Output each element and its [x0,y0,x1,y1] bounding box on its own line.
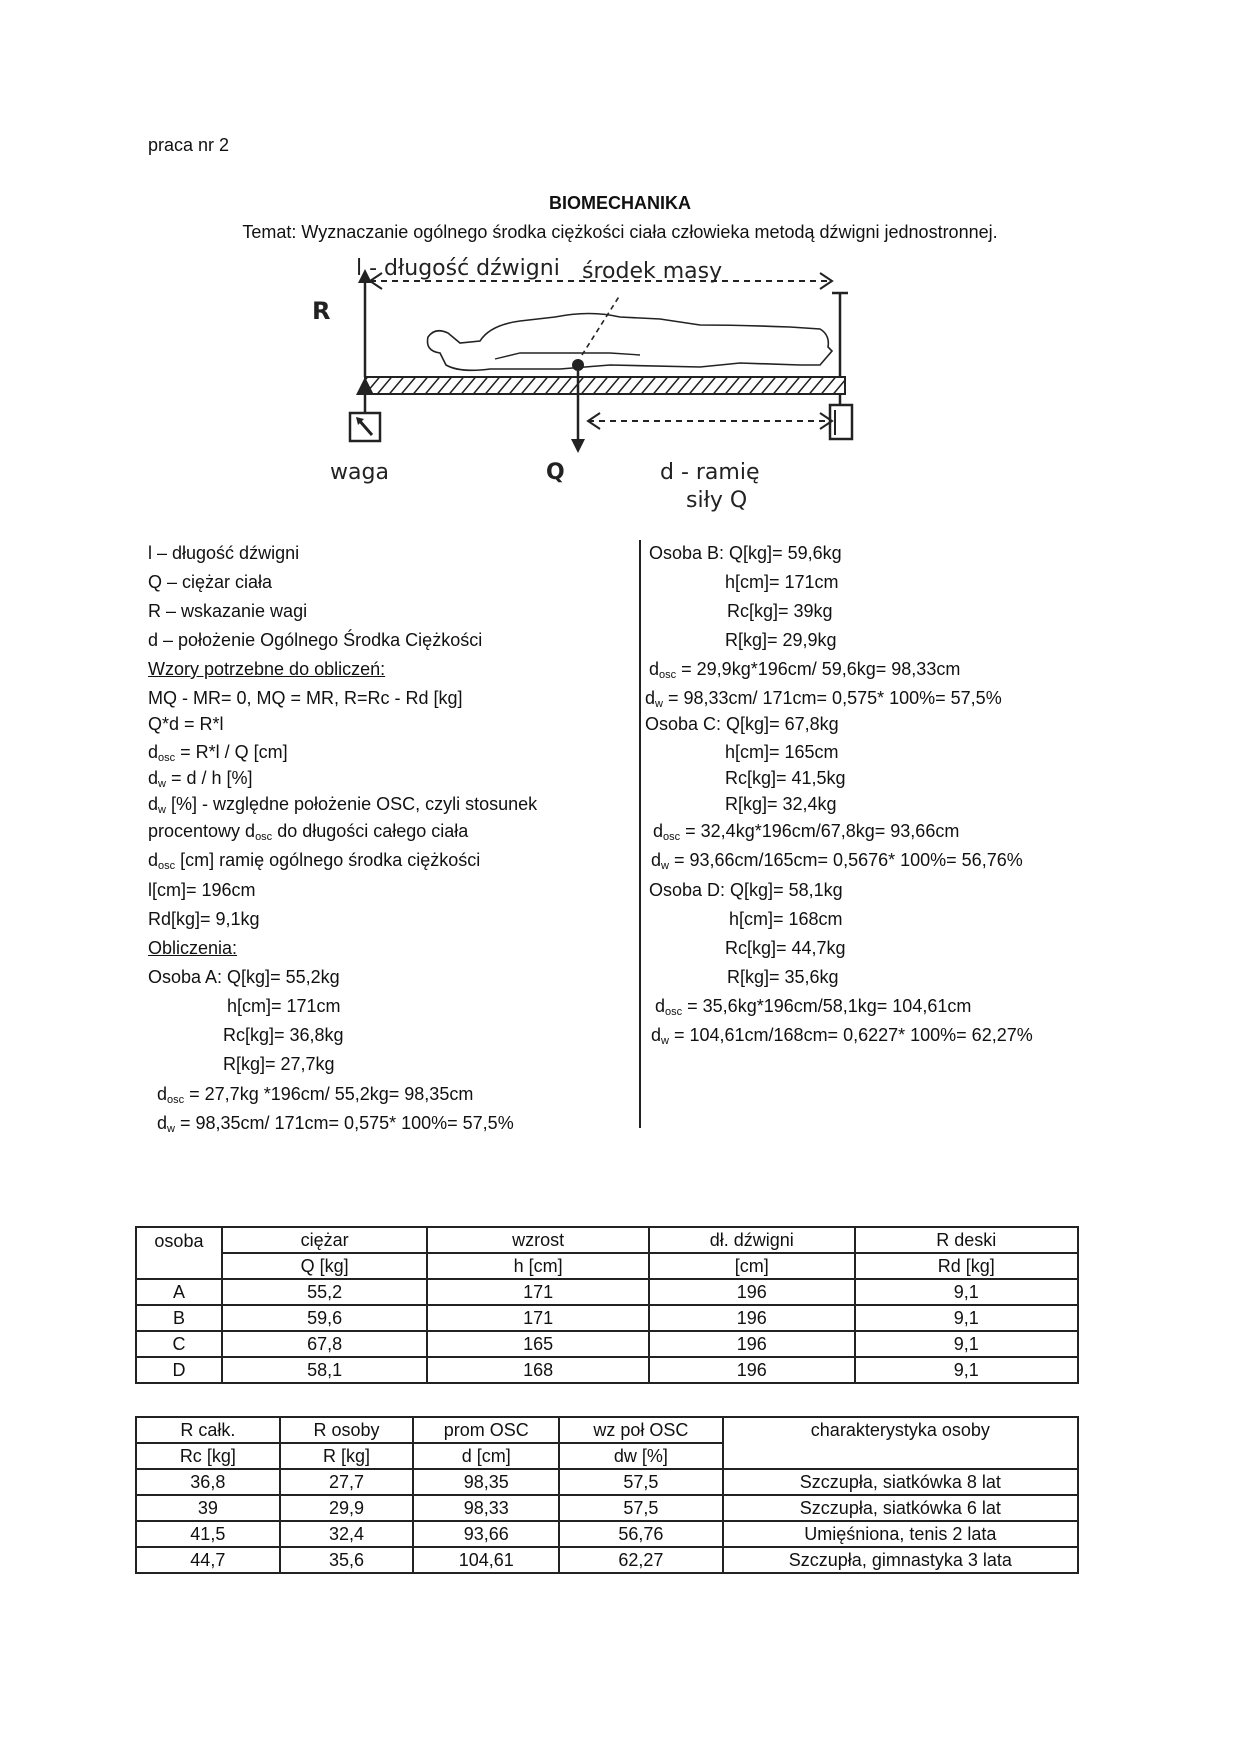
page-header-label: praca nr 2 [148,135,230,155]
table-cell: 56,76 [559,1521,723,1547]
table-cell: 9,1 [855,1331,1079,1357]
table-header-cell: R deski [855,1227,1079,1253]
table-header-cell: d [cm] [413,1443,559,1469]
lever-length-value: l[cm]= 196cm [148,880,256,900]
table-cell: 98,33 [413,1495,559,1521]
person-c-rc: Rc[kg]= 41,5kg [725,768,846,788]
table-cell: 57,5 [559,1469,723,1495]
formula-dw-desc-cont: procentowy $d_{osc}$ do długości całego ciała [148,821,469,843]
calculations-heading: Obliczenia: [148,938,238,958]
def-scale-reading: R – wskazanie wagi [148,601,308,621]
table-cell: 168 [427,1357,649,1383]
table-header-cell: dł. dźwigni [649,1227,855,1253]
mass-center-point [572,359,584,371]
table-header-row [136,1253,1078,1279]
person-a-dw: $d_w = 98,35cm/$ 171cm= 0,575* 100%= 57,5% [157,1113,514,1135]
person-a-r: R[kg]= 27,7kg [223,1054,335,1074]
measurements-table [135,1226,1079,1384]
person-c-height: h[cm]= 165cm [725,742,839,762]
q-label: Q [546,460,565,485]
person-a-rc: Rc[kg]= 36,8kg [223,1025,344,1045]
formula-dw: $d_w = d / h$ [%] [148,768,253,790]
arm-label-line1: d - ramię [660,460,760,485]
table-row [136,1547,1078,1573]
body-outline [428,314,833,371]
table-cell: 36,8 [136,1469,280,1495]
table-row [136,1305,1078,1331]
table-cell: 196 [649,1357,855,1383]
table-cell: 104,61 [413,1547,559,1573]
table-row [136,1331,1078,1357]
table-cell: Umięśniona, tenis 2 lata [723,1521,1078,1547]
person-b-dw: $d_w = 98,33cm/$ 171cm= 0,575* 100%= 57,5% [645,688,1002,710]
table-header-cell: Rd [kg] [855,1253,1079,1279]
table-header-cell: Rc [kg] [136,1443,280,1469]
document-title: BIOMECHANIKA [549,193,691,213]
table-cell: 171 [427,1305,649,1331]
person-c-dosc: $d_{osc} = 32,4kg*196cm/67,8kg= 93,66cm$ [653,821,960,843]
formula-moments: MQ - MR= 0, MQ = MR, R=Rc - Rd [kg] [148,688,463,708]
r-label: R [312,297,331,325]
table-cell: 98,35 [413,1469,559,1495]
table-row [136,1469,1078,1495]
person-a-dosc: $d_{osc} = 27,7kg$ *196cm/ 55,2kg= 98,35cm [157,1084,474,1106]
person-b-r: R[kg]= 29,9kg [725,630,837,650]
table-cell: 9,1 [855,1357,1079,1383]
table-cell: 165 [427,1331,649,1357]
column-divider [639,540,641,1128]
table-cell: 67,8 [222,1331,428,1357]
table-cell: 59,6 [222,1305,428,1331]
person-c-r: R[kg]= 32,4kg [725,794,837,814]
table-cell: 9,1 [855,1305,1079,1331]
table-cell: 39 [136,1495,280,1521]
table-cell: Szczupła, gimnastyka 3 lata [723,1547,1078,1573]
board-weight-value: Rd[kg]= 9,1kg [148,909,260,929]
table-header-row [136,1443,1078,1469]
person-b-rc: Rc[kg]= 39kg [727,601,833,621]
scale-label: waga [330,460,389,485]
person-a-height: h[cm]= 171cm [227,996,341,1016]
person-d-rc: Rc[kg]= 44,7kg [725,938,846,958]
table-header-cell: wzrost [427,1227,649,1253]
formula-dosc: $d_{osc} = R*l / Q$ [cm] [148,742,288,764]
table-cell: 29,9 [280,1495,414,1521]
def-body-weight: Q – ciężar ciała [148,572,273,592]
person-c-weight: Osoba C: Q[kg]= 67,8kg [645,714,839,734]
document-subtitle: Temat: Wyznaczanie ogólnego środka ciężkości ciała człowieka metodą dźwigni jednostronnej. [242,222,998,242]
person-b-dosc: $d_{osc} = 29,9kg*196cm/$ 59,6kg= 98,33cm [649,659,961,681]
formula-dosc-desc: $d_{osc}$ [cm] ramię ogólnego środka ciężkości [148,850,481,872]
table-cell: 58,1 [222,1357,428,1383]
table-header-cell: [cm] [649,1253,855,1279]
def-lever-length: l – długość dźwigni [148,543,300,563]
table-row [136,1495,1078,1521]
person-d-dw: $d_w = 104,61cm/168cm= 0,6227*$ 100%= 62,27% [651,1025,1033,1047]
table-row [136,1279,1078,1305]
table-header-cell: ciężar [222,1227,428,1253]
table-cell: Szczupła, siatkówka 6 lat [723,1495,1078,1521]
table-header-row [136,1227,1078,1253]
table-header-row [136,1417,1078,1443]
formula-balance: Q*d = R*l [148,714,224,734]
table-header-cell: Q [kg] [222,1253,428,1279]
table-cell: 196 [649,1279,855,1305]
table-cell: Szczupła, siatkówka 8 lat [723,1469,1078,1495]
table-cell: B [136,1305,222,1331]
lever-diagram [312,255,880,525]
arm-label-line2: siły Q [686,488,748,513]
results-table [135,1416,1079,1574]
def-osc-position: d – położenie Ogólnego Środka Ciężkości [148,630,483,650]
right-support [830,405,852,439]
person-d-weight: Osoba D: Q[kg]= 58,1kg [649,880,843,900]
table-cell: 32,4 [280,1521,414,1547]
person-b-height: h[cm]= 171cm [725,572,839,592]
person-c-dw: $d_w = 93,66cm/165cm= 0,5676*$ 100%= 56,76% [651,850,1023,872]
table-header-cell: osoba [136,1227,222,1253]
table-cell: 62,27 [559,1547,723,1573]
table-cell: 171 [427,1279,649,1305]
table-cell: 196 [649,1305,855,1331]
table-header-cell [136,1253,222,1279]
table-header-cell: charakterystyka osoby [723,1417,1078,1443]
table-header-cell: wz poł OSC [559,1417,723,1443]
table-header-cell: R [kg] [280,1443,414,1469]
formulas-heading: Wzory potrzebne do obliczeń: [148,659,386,679]
table-header-cell [723,1443,1078,1469]
table-cell: 57,5 [559,1495,723,1521]
table-cell: 27,7 [280,1469,414,1495]
table-cell: 196 [649,1331,855,1357]
table-cell: 55,2 [222,1279,428,1305]
person-b-weight: Osoba B: Q[kg]= 59,6kg [649,543,842,563]
table-cell: 9,1 [855,1279,1079,1305]
person-d-r: R[kg]= 35,6kg [727,967,839,987]
person-d-height: h[cm]= 168cm [729,909,843,929]
table-header-cell: prom OSC [413,1417,559,1443]
table-header-cell: h [cm] [427,1253,649,1279]
table-cell: D [136,1357,222,1383]
lever-board [365,377,845,394]
table-cell: C [136,1331,222,1357]
table-cell: 41,5 [136,1521,280,1547]
table-header-cell: R osoby [280,1417,414,1443]
lever-length-label: l - długość dźwigni [356,256,560,281]
mass-center-label: środek masy [582,259,723,285]
formula-dw-desc: $d_w$ [%] - względne położenie OSC, czyli stosunek [148,794,538,816]
table-row [136,1521,1078,1547]
table-cell: A [136,1279,222,1305]
person-d-dosc: $d_{osc} = 35,6kg*196cm/58,1kg= 104,61cm$ [655,996,972,1018]
table-cell: 44,7 [136,1547,280,1573]
person-a-weight: Osoba A: Q[kg]= 55,2kg [148,967,340,987]
table-header-cell: R całk. [136,1417,280,1443]
table-row [136,1357,1078,1383]
table-cell: 93,66 [413,1521,559,1547]
table-cell: 35,6 [280,1547,414,1573]
table-header-cell: dw [%] [559,1443,723,1469]
